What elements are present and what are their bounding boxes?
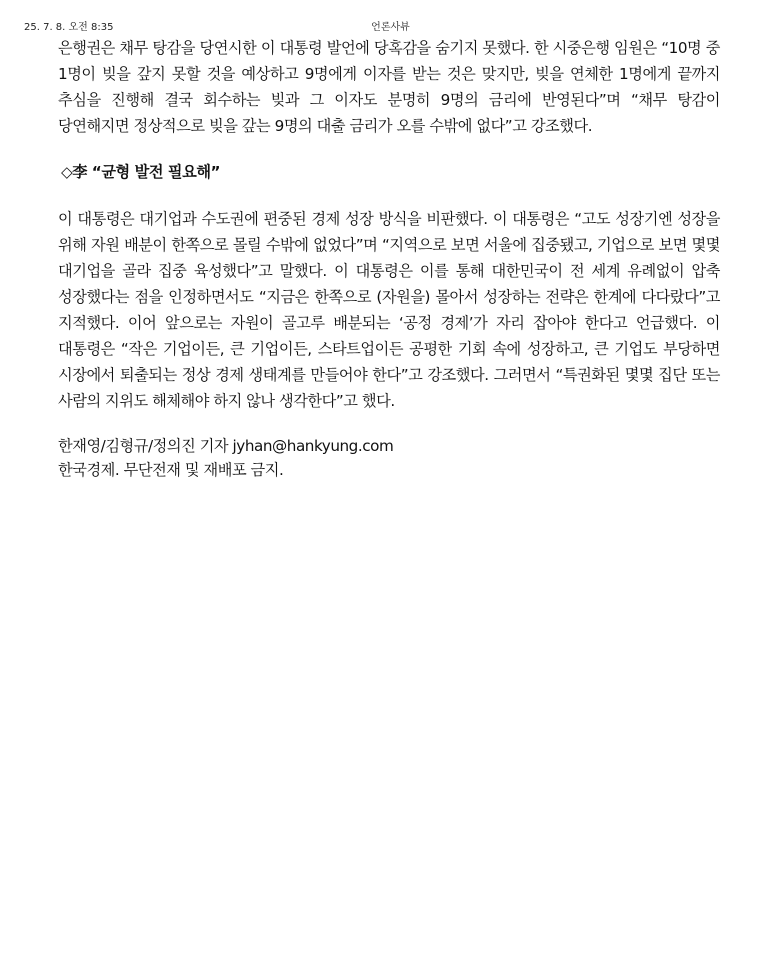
article-paragraph-2: 이 대통령은 대기업과 수도권에 편중된 경제 성장 방식을 비판했다. 이 대통령은 “고도 성장기엔 성장을 위해 자원 배분이 한쪽으로 몰릴 수밖에 없었다”며 “지역으로 보면 서울에 집중됐고, 기업으로 보면 몇몇 대기업을 골라 집중 육성했다”고 말했다. 이 대통령은 이를 통해 대한민국이 전 세계 유례없이 압축 성장했다는 점을 인정하면서도 “지금은 한쪽으로 (자원을) 몰아서 성장하는 전략은 한계에 다다랐다”고 지적했다. 이어 앞으로는 자원이 골고루 배분되는 ‘공정 경제’가 자리 잡아야 한다고 언급했다. 이 대통령은 “작은 기업이든, 큰 기업이든, 스타트업이든 공평한 기회 속에 성장하고, 큰 기업도 부당하면 시장에서 퇴출되는 정상 경제 생태계를 만들어야 한다”고 강조했다. 그러면서 “특권화된 몇몇 집단 또는 사람의 지위도 해체해야 하지 않나 생각한다”고 했다. — [58, 210, 720, 410]
paragraph-spacer — [58, 414, 720, 434]
article-copyright: 한국경제. 무단전재 및 재배포 금지. — [58, 461, 284, 479]
article-byline: 한재영/김형규/정의진 기자 jyhan@hankyung.com — [58, 437, 394, 455]
print-header — [0, 18, 781, 34]
paragraph-spacer — [58, 185, 720, 206]
print-title: 언론사뷰 — [371, 22, 410, 33]
article-paragraph-1: 은행권은 채무 탕감을 당연시한 이 대통령 발언에 당혹감을 숨기지 못했다. 한 시중은행 임원은 “10명 중 1명이 빚을 갚지 못할 것을 예상하고 9명에게 이자를 받는 것은 맞지만, 빚을 연체한 1명에게 끝까지 추심을 진행해 결국 회수하는 빚과 그 이자도 분명히 9명의 금리에 반영된다”며 “채무 탕감이 당연해지면 정상적으로 빚을 갚는 9명의 대출 금리가 오를 수밖에 없다”고 강조했다. — [58, 39, 720, 135]
article-subheading: ◇李 “균형 발전 필요해” — [61, 163, 221, 181]
article-body — [58, 35, 720, 482]
print-datetime: 25. 7. 8. 오전 8:35 — [24, 22, 114, 33]
